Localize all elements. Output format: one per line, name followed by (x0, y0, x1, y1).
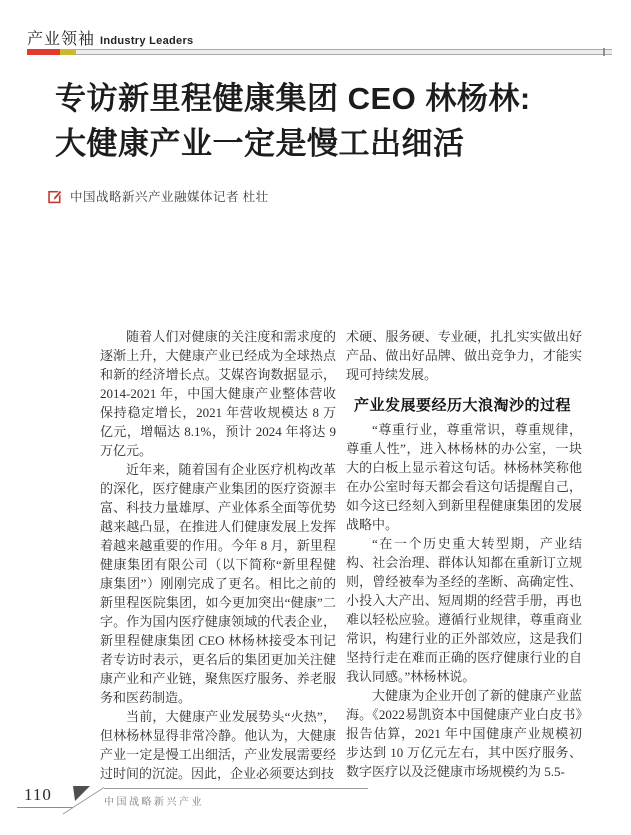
paragraph-whiteboard: “尊重行业，尊重常识，尊重规律，尊重人性”，进入林杨林的办公室，一块大的白板上显示着这句话。林杨林笑称他在办公室时每天都会看这句话提醒自己，如今这已经刻入到新里程健康集团的发展战略中。 (346, 422, 582, 532)
byline (48, 187, 269, 205)
article-title-line1: 专访新里程健康集团 CEO 林杨林: (55, 81, 531, 116)
section-subheading: 产业发展要经历大浪淘沙的过程 (354, 397, 572, 414)
paragraph-transition: “在一个历史重大转型期，产业结构、社会治理、群体认知都在重新订立规则，曾经被奉为圣经的垄断、高确定性、小投入大产出、短周期的经营手册，再也难以轻松应验。遵循行业规律，尊重商业常识，构建行业的正外部效应，这是我们坚持行走在难而正确的医疗健康行业的自我认同感。”林杨林说。 (346, 536, 582, 684)
rule-yellow-segment (60, 49, 76, 55)
paragraph-intro: 随着人们对健康的关注度和需求度的逐渐上升，大健康产业已经成为全球热点和新的经济增长点。艾媒咨询数据显示，2014-2021 年，中国大健康产业整体营收保持稳定增长，2021 年营收规模达 8 万亿元，增幅达 8.1%，预计 2024 年将达 9 万亿元。 (100, 329, 336, 458)
right-column (346, 327, 582, 783)
section-title-cn: 产业领袖 (27, 31, 96, 48)
header-rule (27, 49, 612, 55)
page-number: 110 (24, 785, 52, 804)
edit-icon (48, 189, 63, 204)
article-title (55, 76, 595, 166)
section-title-en: Industry Leaders (100, 35, 194, 47)
rule-gray-line (76, 49, 612, 55)
section-header (27, 26, 193, 49)
paragraph-calm: 当前，大健康产业发展势头“火热”，但林杨林显得非常冷静。他认为，大健康产业一定是慢工出细活，产业发展需要经过时间的沉淀。因此，企业必须要达到技 (100, 709, 336, 781)
journal-name: 中国战略新兴产业 (104, 797, 204, 808)
article-body (100, 327, 582, 783)
rule-tick-mark (603, 48, 605, 56)
article-title-line2: 大健康产业一定是慢工出细活 (55, 126, 465, 161)
rule-red-segment (27, 49, 60, 55)
left-column (100, 327, 336, 783)
paragraph-continuation: 术硬、服务硬、专业硬，扎扎实实做出好产品、做出好品牌、做出竞争力，才能实现可持续发展。 (346, 329, 582, 382)
paragraph-rename: 近年来，随着国有企业医疗机构改革的深化，医疗健康产业集团的医疗资源丰富、科技力量雄厚、产业体系全面等优势越来越凸显，在推进人们健康发展上发挥着越来越重要的作用。今年 8 月，新里程健康集团有限公司（以下简称“新里程健康集团”）刚刚完成了更名。相比之前的新里程医院集团，如今更加突出“健康”二字。作为国内医疗健康领域的代表企业，新里程健康集团 CEO 林杨林接受本刊记者专访时表示，更名后的集团更加关注健康产业和产业链，聚焦医疗服务、养老服务和医药制造。 (100, 462, 336, 705)
paragraph-bluebook: 大健康为企业开创了新的健康产业蓝海。《2022易凯资本中国健康产业白皮书》报告估算，2021 年中国健康产业规模初步达到 10 万亿元左右，其中医疗服务、数字医疗以及泛健康市场规模约为 5.5- (346, 688, 582, 779)
byline-text: 中国战略新兴产业融媒体记者 杜壮 (70, 190, 269, 204)
